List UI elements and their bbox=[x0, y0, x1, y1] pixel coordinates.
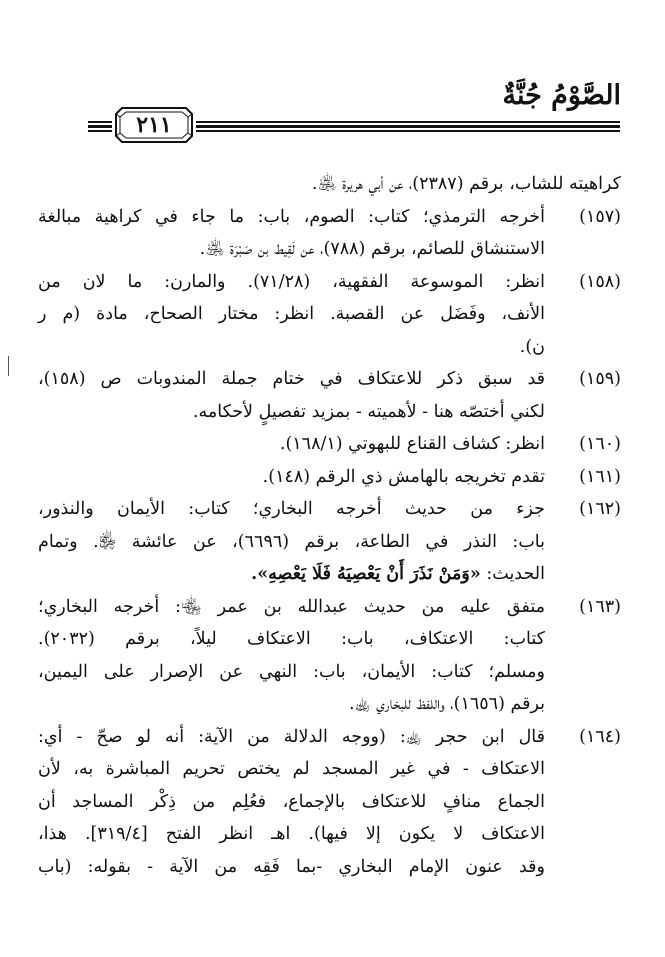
footnote-line bbox=[38, 298, 621, 331]
footnote-text: قد سبق ذكر للاعتكاف في ختام جملة المندوبات ص (١٥٨)، bbox=[38, 369, 545, 389]
margin-mark bbox=[8, 356, 9, 376]
footnote-text: باب: النذر في الطاعة، برقم (٦٦٩٦)، عن عائشة ﵂. وتمام bbox=[38, 531, 545, 552]
footnote-number: (١٥٨) bbox=[579, 271, 621, 292]
footnote-text: الأنف، وفَضَل عن القصبة. انظر: مختار الصحاح، مادة (م ر bbox=[38, 304, 545, 324]
footnote-text: كراهيته للشاب، برقم (٢٣٨٧)، عن أبي هريرة ﵁. bbox=[311, 174, 621, 194]
footnote-text: متفق عليه من حديث عبدالله بن عمر ﵄: أخرجه البخاري؛ bbox=[38, 596, 545, 617]
footnote-line-start bbox=[38, 591, 621, 624]
footnote-line-start bbox=[38, 428, 621, 461]
footnote-line bbox=[38, 688, 621, 721]
footnote-number: (١٦٠) bbox=[579, 434, 621, 454]
footnote-text: الجماع منافٍ للاعتكاف بالإجماع، فعُلِم من ذِكْر المساجد أن bbox=[38, 791, 545, 812]
footnote-number: (١٦٣) bbox=[579, 596, 621, 617]
footnote-text: برقم (١٦٥٦)، واللفظ للبخاري ﵀. bbox=[349, 694, 545, 714]
footnote-line-start bbox=[38, 266, 621, 299]
page-number: ٢١١ bbox=[136, 112, 172, 138]
footnote-line-start bbox=[38, 493, 621, 526]
footnote-number: (١٥٩) bbox=[579, 369, 621, 389]
footnote-line-start bbox=[38, 363, 621, 396]
footnote-number: (١٦١) bbox=[579, 466, 621, 487]
footnote-number: (١٦٢) bbox=[579, 499, 621, 519]
footnote-line bbox=[38, 753, 621, 786]
footnote-text: الحديث: bbox=[486, 564, 545, 584]
footnote-text: الاعتكاف - في غير المسجد لم يختص تحريم المباشرة به، لأن bbox=[38, 759, 545, 779]
footnote-line bbox=[38, 851, 621, 884]
footnote-line bbox=[38, 526, 621, 559]
footnote-text: ومسلم؛ كتاب: الأيمان، باب: النهي عن الإصرار على اليمين، bbox=[38, 661, 545, 682]
footnote-text: وقد عنون الإمام البخاري -بما فَقِه من الآية - بقوله: (باب bbox=[38, 856, 545, 877]
header-rule-left bbox=[88, 121, 112, 131]
footnote-text: ن). bbox=[519, 336, 545, 357]
footnote-text: قال ابن حجر ﵀: (ووجه الدلالة من الآية: أنه لو صحّ - أي: bbox=[38, 726, 545, 747]
footnote-line bbox=[38, 786, 621, 819]
footnote-line-start bbox=[38, 461, 621, 494]
hadith-quote: «وَمَنْ نَذَرَ أَنْ يَعْصِيَهُ فَلَا يَعْصِهِ». bbox=[251, 564, 481, 584]
header-rule-right bbox=[196, 121, 620, 131]
footnote-line bbox=[38, 623, 621, 656]
footnote-text: جزء من حديث أخرجه البخاري؛ كتاب: الأيمان والنذور، bbox=[38, 499, 545, 519]
footnote-text: كتاب: الاعتكاف، باب: الاعتكاف ليلاً، برقم (٢٠٣٢). bbox=[38, 629, 545, 649]
footnotes bbox=[38, 168, 621, 883]
footnote-line bbox=[38, 656, 621, 689]
footnote-line-start bbox=[38, 201, 621, 234]
footnote-number: (١٦٤) bbox=[579, 726, 621, 747]
footnote-text: أخرجه الترمذي؛ كتاب: الصوم، باب: ما جاء في كراهية مبالغة bbox=[38, 206, 545, 227]
footnote-line bbox=[38, 233, 621, 266]
footnote-text: انظر: الموسوعة الفقهية، (٧١/٢٨). والمارن: ما لان من bbox=[38, 271, 545, 292]
footnote-line bbox=[38, 168, 621, 201]
page-number-frame bbox=[114, 106, 194, 144]
footnote-line bbox=[38, 818, 621, 851]
footnote-line bbox=[38, 396, 621, 429]
footnote-number: (١٥٧) bbox=[579, 206, 621, 227]
footnote-text: الاعتكاف لا يكون إلا فيها). اهـ انظر الفتح [٣١٩/٤]. هذا، bbox=[38, 824, 545, 844]
footnote-text: لكني أختصّه هنا - لأهميته - بمزيد تفصيلٍ لأحكامه. bbox=[192, 401, 545, 422]
running-title: الصَّوْمُ جُنَّةٌ bbox=[502, 80, 621, 111]
footnote-text: تقدم تخريجه بالهامش ذي الرقم (١٤٨). bbox=[262, 466, 545, 487]
footnote-text: الاستنشاق للصائم، برقم (٧٨٨)، عن لَقِيط بن صَبْرَة ﵁. bbox=[199, 239, 545, 259]
footnote-line bbox=[38, 331, 621, 364]
footnote-line-start bbox=[38, 721, 621, 754]
footnote-line bbox=[38, 558, 621, 591]
footnote-text: انظر: كشاف القناع للبهوتي (١٦٨/١). bbox=[279, 434, 545, 454]
